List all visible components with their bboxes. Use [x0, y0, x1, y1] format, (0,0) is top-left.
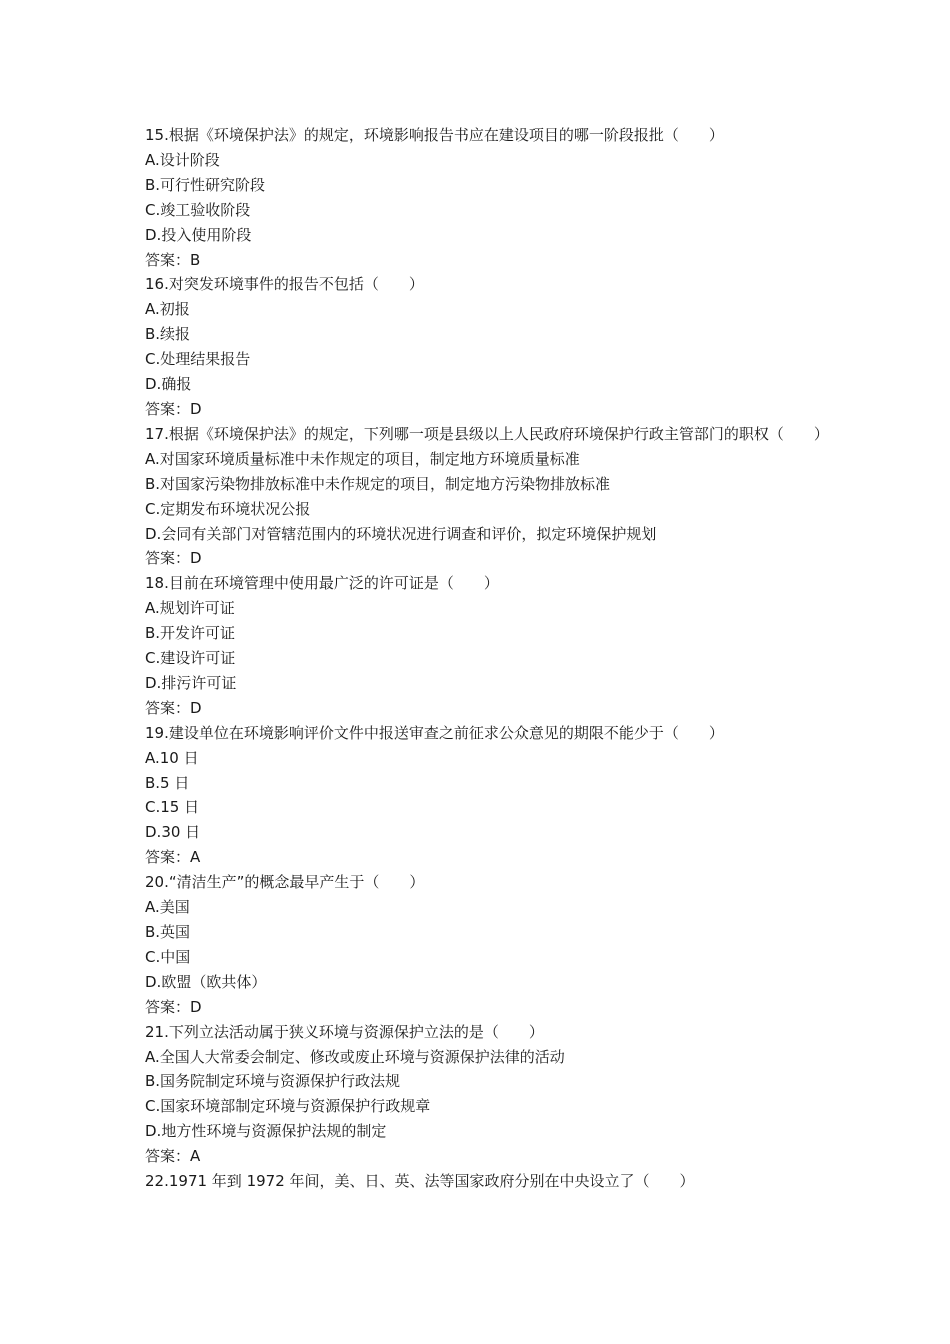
answer: 答案：D	[145, 698, 202, 717]
question-title: 18.目前在环境管理中使用最广泛的许可证是（ ）	[145, 574, 499, 593]
question-title: 15.根据《环境保护法》的规定，环境影响报告书应在建设项目的哪一阶段报批（ ）	[145, 126, 724, 144]
option-b: B.5 日	[145, 773, 190, 792]
document-page	[145, 123, 829, 1194]
answer: 答案：D	[145, 399, 202, 418]
answer: 答案：D	[145, 997, 202, 1016]
option-c: C.竣工验收阶段	[145, 200, 251, 219]
option-a: A.设计阶段	[145, 150, 220, 169]
option-b: B.可行性研究阶段	[145, 175, 266, 194]
option-b: B.英国	[145, 923, 191, 941]
option-c: C.建设许可证	[145, 649, 236, 668]
question-title: 17.根据《环境保护法》的规定，下列哪一项是县级以上人民政府环境保护行政主管部门的职权（ ）	[145, 424, 829, 443]
option-d: D.地方性环境与资源保护法规的制定	[145, 1122, 387, 1141]
option-a: A.10 日	[145, 748, 199, 767]
option-c: C.国家环境部制定环境与资源保护行政规章	[145, 1097, 431, 1116]
option-d: D.会同有关部门对管辖范围内的环境状况进行调查和评价，拟定环境保护规划	[145, 524, 657, 543]
answer: 答案：A	[145, 1147, 201, 1166]
option-a: A.初报	[145, 300, 190, 319]
option-b: B.续报	[145, 325, 191, 344]
option-a: A.规划许可证	[145, 599, 235, 618]
option-d: D.投入使用阶段	[145, 225, 252, 244]
option-d: D.确报	[145, 375, 192, 394]
option-b: B.开发许可证	[145, 624, 236, 643]
option-b: B.对国家污染物排放标准中未作规定的项目，制定地方污染物排放标准	[145, 474, 611, 493]
question-title: 22.1971 年到 1972 年间，美、日、英、法等国家政府分别在中央设立了（ ）	[145, 1172, 695, 1191]
question-title: 20.“清洁生产”的概念最早产生于（ ）	[145, 873, 425, 892]
option-d: D.30 日	[145, 823, 201, 842]
option-c: C.中国	[145, 947, 191, 966]
question-title: 19.建设单位在环境影响评价文件中报送审查之前征求公众意见的期限不能少于（ ）	[145, 723, 724, 742]
question-title: 21.下列立法活动属于狭义环境与资源保护立法的是（ ）	[145, 1022, 544, 1041]
option-d: D.欧盟（欧共体）	[145, 972, 267, 991]
option-b: B.国务院制定环境与资源保护行政法规	[145, 1072, 401, 1091]
option-d: D.排污许可证	[145, 673, 237, 692]
option-a: A.美国	[145, 898, 190, 917]
answer: 答案：D	[145, 549, 202, 568]
option-a: A.对国家环境质量标准中未作规定的项目，制定地方环境质量标准	[145, 449, 580, 468]
option-c: C.处理结果报告	[145, 350, 251, 369]
option-a: A.全国人大常委会制定、修改或废止环境与资源保护法律的活动	[145, 1047, 565, 1066]
question-title: 16.对突发环境事件的报告不包括（ ）	[145, 275, 424, 294]
option-c: C.15 日	[145, 798, 200, 817]
answer: 答案：A	[145, 848, 201, 867]
option-c: C.定期发布环境状况公报	[145, 499, 311, 518]
answer: 答案：B	[145, 250, 201, 269]
